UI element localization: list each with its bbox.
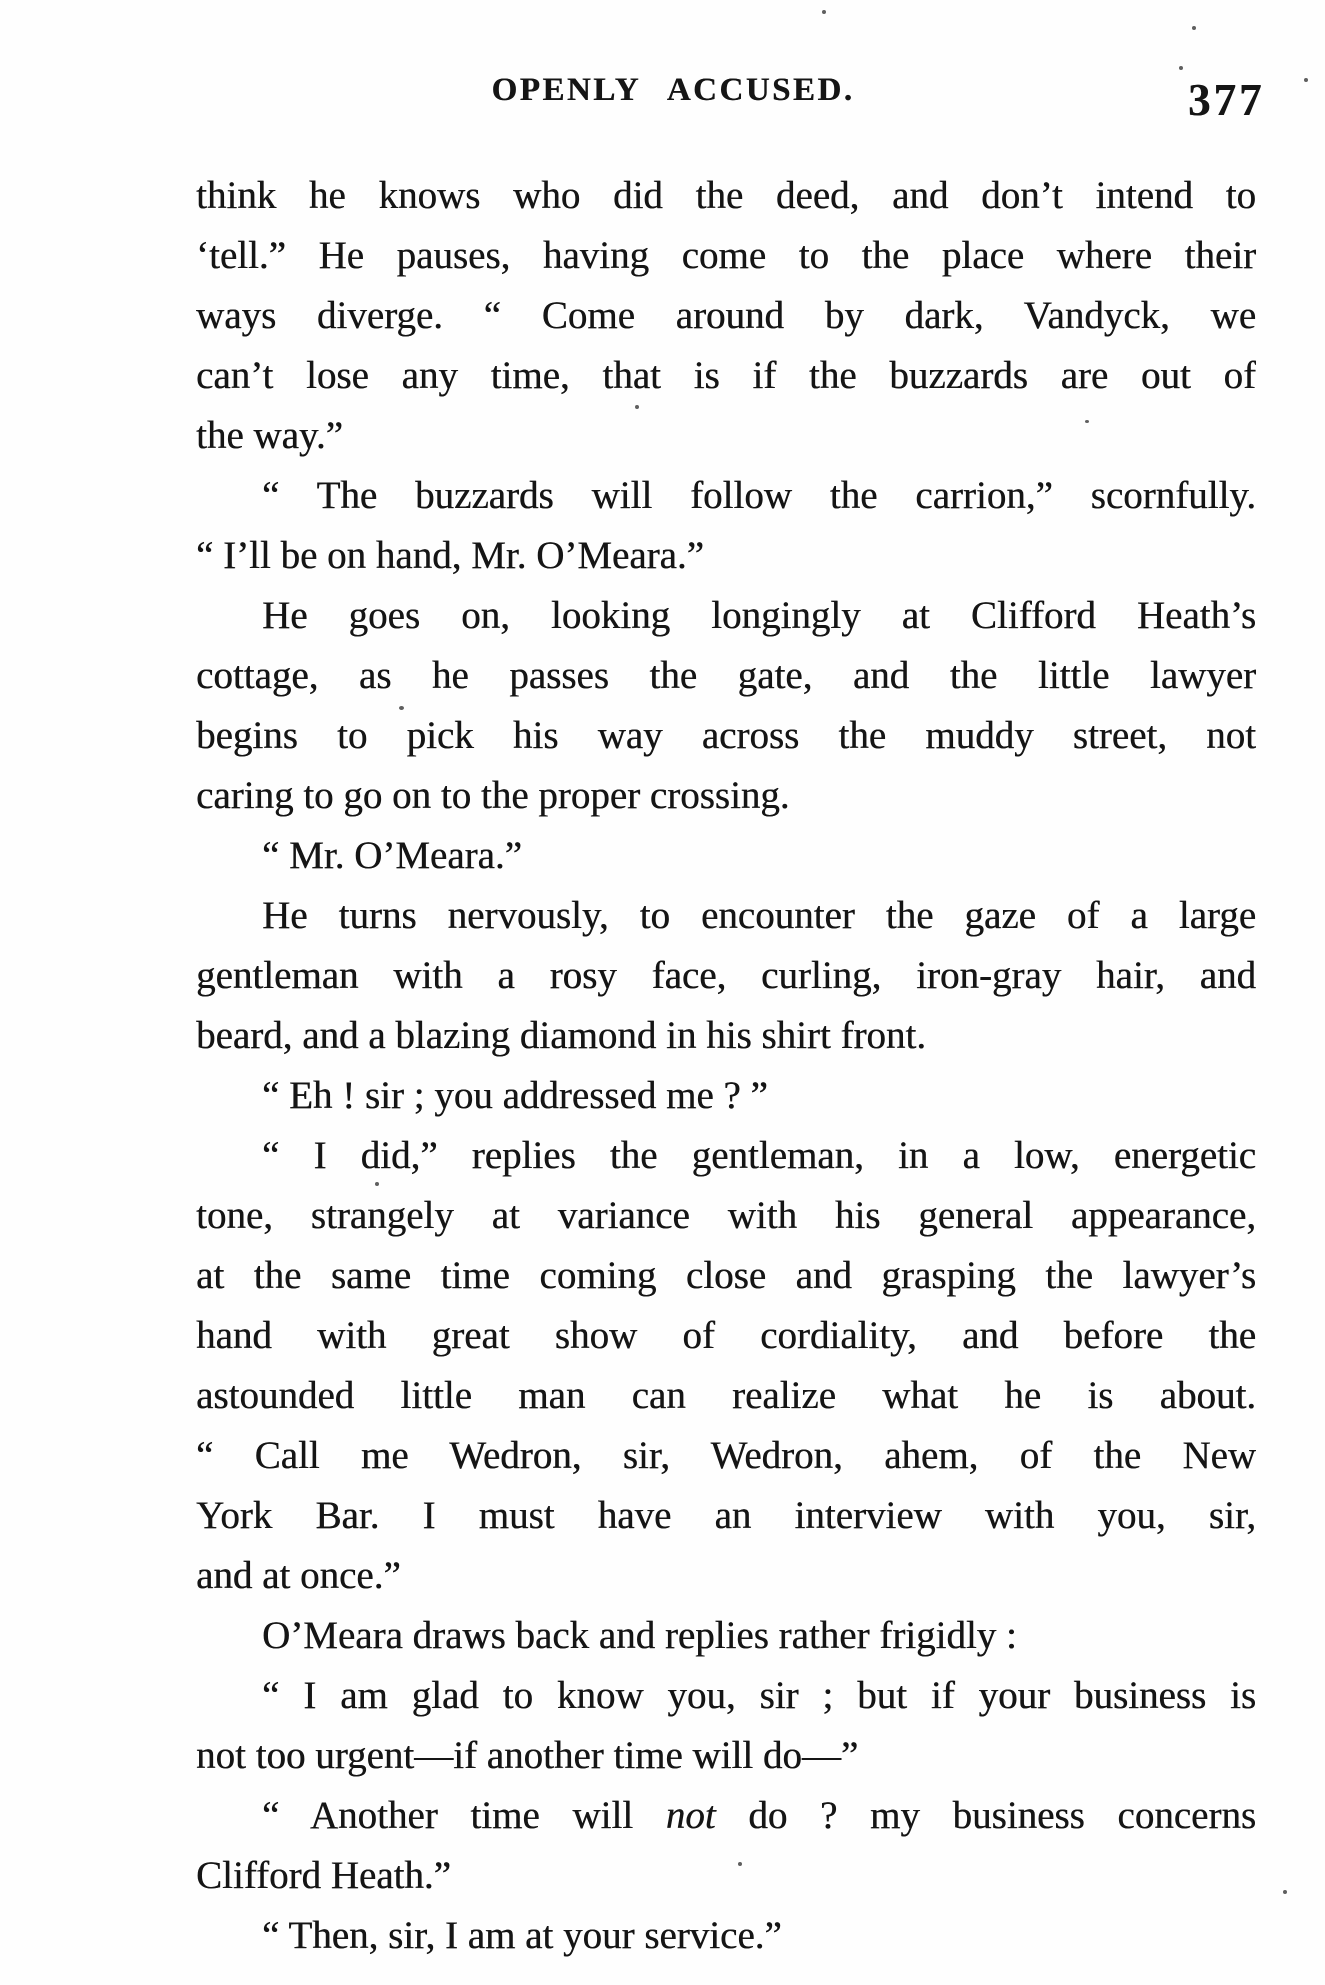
text-line: Clifford Heath.” xyxy=(196,1854,451,1897)
text-line: “ I’ll be on hand, Mr. O’Meara.” xyxy=(196,534,704,577)
paragraph xyxy=(196,1606,1256,1666)
page-number: 377 xyxy=(1188,75,1265,125)
text-segment: “ Another time will xyxy=(262,1794,666,1837)
text-line: “ Eh ! sir ; you addressed me ? ” xyxy=(262,1074,768,1117)
text-line: and at once.” xyxy=(196,1554,401,1597)
scan-speck xyxy=(1283,1890,1287,1894)
paragraph xyxy=(196,1666,1256,1786)
paragraph xyxy=(196,1066,1256,1126)
text-line: hand with great show of cordiality, and before the xyxy=(196,1314,1256,1357)
scan-speck xyxy=(635,405,639,409)
text-line: “ I did,” replies the gentleman, in a low, energetic xyxy=(262,1134,1256,1177)
text-line: tone, strangely at variance with his general appearance, xyxy=(196,1194,1256,1237)
scan-speck xyxy=(1179,66,1183,70)
running-header-title: OPENLY ACCUSED. xyxy=(491,72,855,108)
scan-speck xyxy=(822,10,826,14)
scan-speck xyxy=(375,1182,379,1186)
text-line: “ Mr. O’Meara.” xyxy=(262,834,522,877)
paragraph xyxy=(196,466,1256,586)
text-line: gentleman with a rosy face, curling, iron-gray hair, and xyxy=(196,954,1256,997)
paragraph xyxy=(196,166,1256,466)
paragraph xyxy=(196,886,1256,1066)
text-line: He goes on, looking longingly at Clifford Heath’s xyxy=(262,594,1256,637)
paragraph xyxy=(196,1786,1256,1906)
paragraph xyxy=(196,586,1256,826)
text-line: ‘tell.” He pauses, having come to the place where their xyxy=(196,234,1256,277)
text-line: begins to pick his way across the muddy street, not xyxy=(196,714,1256,757)
text-line: think he knows who did the deed, and don’t intend to xyxy=(196,174,1256,217)
text-line: can’t lose any time, that is if the buzzards are out of xyxy=(196,354,1256,397)
running-header xyxy=(0,72,1325,132)
scan-speck xyxy=(1085,420,1089,423)
paragraph xyxy=(196,1906,1256,1966)
text-line: astounded little man can realize what he is about. xyxy=(196,1374,1256,1417)
text-line: “ I am glad to know you, sir ; but if your business is xyxy=(262,1674,1256,1717)
page-body xyxy=(196,166,1256,1966)
text-line: at the same time coming close and grasping the lawyer’s xyxy=(196,1254,1256,1297)
text-line: caring to go on to the proper crossing. xyxy=(196,774,790,817)
text-line: not too urgent—if another time will do—” xyxy=(196,1734,859,1777)
text-segment: do ? my business concerns xyxy=(715,1794,1256,1837)
text-line: O’Meara draws back and replies rather frigidly : xyxy=(262,1614,1017,1657)
text-line: “ Call me Wedron, sir, Wedron, ahem, of the New xyxy=(196,1434,1256,1477)
text-line xyxy=(196,1786,1256,1846)
text-line: He turns nervously, to encounter the gaze of a large xyxy=(262,894,1256,937)
text-line: “ The buzzards will follow the carrion,” scornfully. xyxy=(262,474,1256,517)
scan-speck xyxy=(738,1862,742,1866)
text-line: cottage, as he passes the gate, and the little lawyer xyxy=(196,654,1256,697)
scan-speck xyxy=(1304,78,1308,82)
scan-speck xyxy=(399,706,404,710)
text-line: the way.” xyxy=(196,414,343,457)
text-line: beard, and a blazing diamond in his shirt front. xyxy=(196,1014,926,1057)
text-line: “ Then, sir, I am at your service.” xyxy=(262,1914,782,1957)
paragraph xyxy=(196,826,1256,886)
text-line: ways diverge. “ Come around by dark, Vandyck, we xyxy=(196,294,1256,337)
text-segment-italic: not xyxy=(665,1794,716,1837)
text-line: York Bar. I must have an interview with you, sir, xyxy=(196,1494,1256,1537)
paragraph xyxy=(196,1126,1256,1606)
scan-speck xyxy=(1192,26,1196,30)
